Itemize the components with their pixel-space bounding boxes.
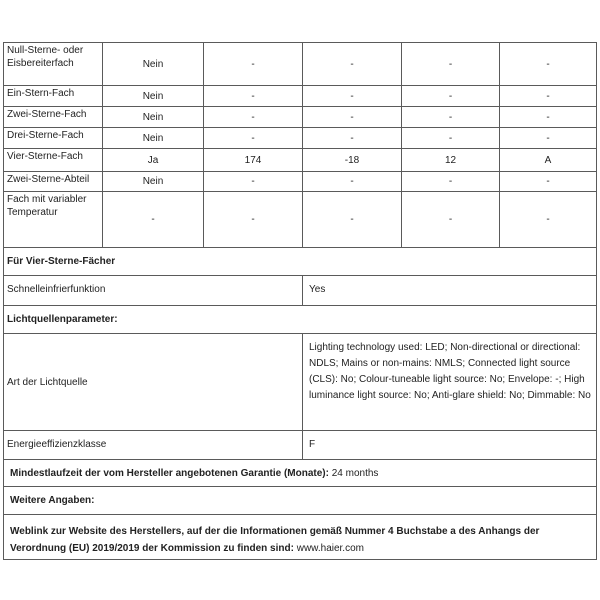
compartment-value: - xyxy=(303,86,402,107)
compartment-value: - xyxy=(303,43,402,86)
compartment-value: 12 xyxy=(402,149,500,172)
table-row xyxy=(4,86,597,107)
section-heading-light-source: Lichtquellenparameter: xyxy=(4,306,597,334)
table-row xyxy=(4,515,597,560)
compartment-present: - xyxy=(103,192,204,248)
compartment-table xyxy=(3,42,597,560)
compartment-name: Drei-Sterne-Fach xyxy=(4,128,103,149)
light-source-type-label: Art der Lichtquelle xyxy=(4,334,303,431)
compartment-value: A xyxy=(500,149,597,172)
compartment-value: - xyxy=(204,86,303,107)
quick-freeze-value: Yes xyxy=(303,276,597,306)
compartment-value: - xyxy=(500,107,597,128)
table-row xyxy=(4,334,597,431)
table-row xyxy=(4,487,597,515)
compartment-name: Vier-Sterne-Fach xyxy=(4,149,103,172)
table-row xyxy=(4,192,597,248)
compartment-value: - xyxy=(402,192,500,248)
compartment-value: - xyxy=(402,86,500,107)
compartment-value: - xyxy=(402,128,500,149)
compartment-value: - xyxy=(500,172,597,192)
compartment-name: Null-Sterne- oder Eisbereiterfach xyxy=(4,43,103,86)
energy-class-value: F xyxy=(303,431,597,460)
further-info-label: Weitere Angaben: xyxy=(4,487,597,515)
compartment-present: Nein xyxy=(103,107,204,128)
compartment-value: - xyxy=(204,128,303,149)
weblink-row xyxy=(4,515,597,560)
compartment-value: - xyxy=(303,172,402,192)
compartment-present: Nein xyxy=(103,128,204,149)
compartment-value: - xyxy=(204,172,303,192)
compartment-value: - xyxy=(500,192,597,248)
compartment-value: -18 xyxy=(303,149,402,172)
compartment-value: 174 xyxy=(204,149,303,172)
compartment-value: - xyxy=(500,43,597,86)
compartment-value: - xyxy=(303,128,402,149)
compartment-value: - xyxy=(402,43,500,86)
compartment-value: - xyxy=(303,192,402,248)
compartment-present: Nein xyxy=(103,172,204,192)
table-row xyxy=(4,107,597,128)
compartment-value: - xyxy=(402,107,500,128)
warranty-row xyxy=(4,460,597,487)
light-source-type-value: Lighting technology used: LED; Non-directional or directional: NDLS; Mains or non-mains: NMLS; Connected light source (CLS): No; Colour-tuneable light source: No; Envelope: -; High luminance light source: No; Anti-glare shield: No; Dimmable: No xyxy=(303,334,597,431)
compartment-name: Zwei-Sterne-Fach xyxy=(4,107,103,128)
compartment-name: Zwei-Sterne-Abteil xyxy=(4,172,103,192)
compartment-value: - xyxy=(402,172,500,192)
table-row xyxy=(4,43,597,86)
weblink-value[interactable]: www.haier.com xyxy=(296,543,364,554)
section-heading-four-star: Für Vier-Sterne-Fächer xyxy=(4,248,597,276)
compartment-name: Fach mit variabler Temperatur xyxy=(4,192,103,248)
compartment-value: - xyxy=(303,107,402,128)
compartment-value: - xyxy=(500,128,597,149)
compartment-value: - xyxy=(204,192,303,248)
table-row xyxy=(4,431,597,460)
quick-freeze-label: Schnelleinfrierfunktion xyxy=(4,276,303,306)
weblink-label: Weblink zur Website des Herstellers, auf der die Informationen gemäß Nummer 4 Buchstabe a des Anhangs der Verordnung (EU) 2019/2019 der Kommission zu finden sind: xyxy=(10,526,540,554)
compartment-value: - xyxy=(500,86,597,107)
table-row xyxy=(4,128,597,149)
table-row xyxy=(4,248,597,276)
warranty-label: Mindestlaufzeit der vom Hersteller angebotenen Garantie (Monate): xyxy=(10,468,329,479)
warranty-value: 24 months xyxy=(331,468,379,479)
table-row xyxy=(4,149,597,172)
energy-class-label: Energieeffizienzklasse xyxy=(4,431,303,460)
table-row xyxy=(4,276,597,306)
compartment-value: - xyxy=(204,43,303,86)
table-row xyxy=(4,460,597,487)
compartment-present: Nein xyxy=(103,43,204,86)
compartment-present: Nein xyxy=(103,86,204,107)
table-row xyxy=(4,172,597,192)
table-row xyxy=(4,306,597,334)
compartment-value: - xyxy=(204,107,303,128)
compartment-name: Ein-Stern-Fach xyxy=(4,86,103,107)
compartment-present: Ja xyxy=(103,149,204,172)
